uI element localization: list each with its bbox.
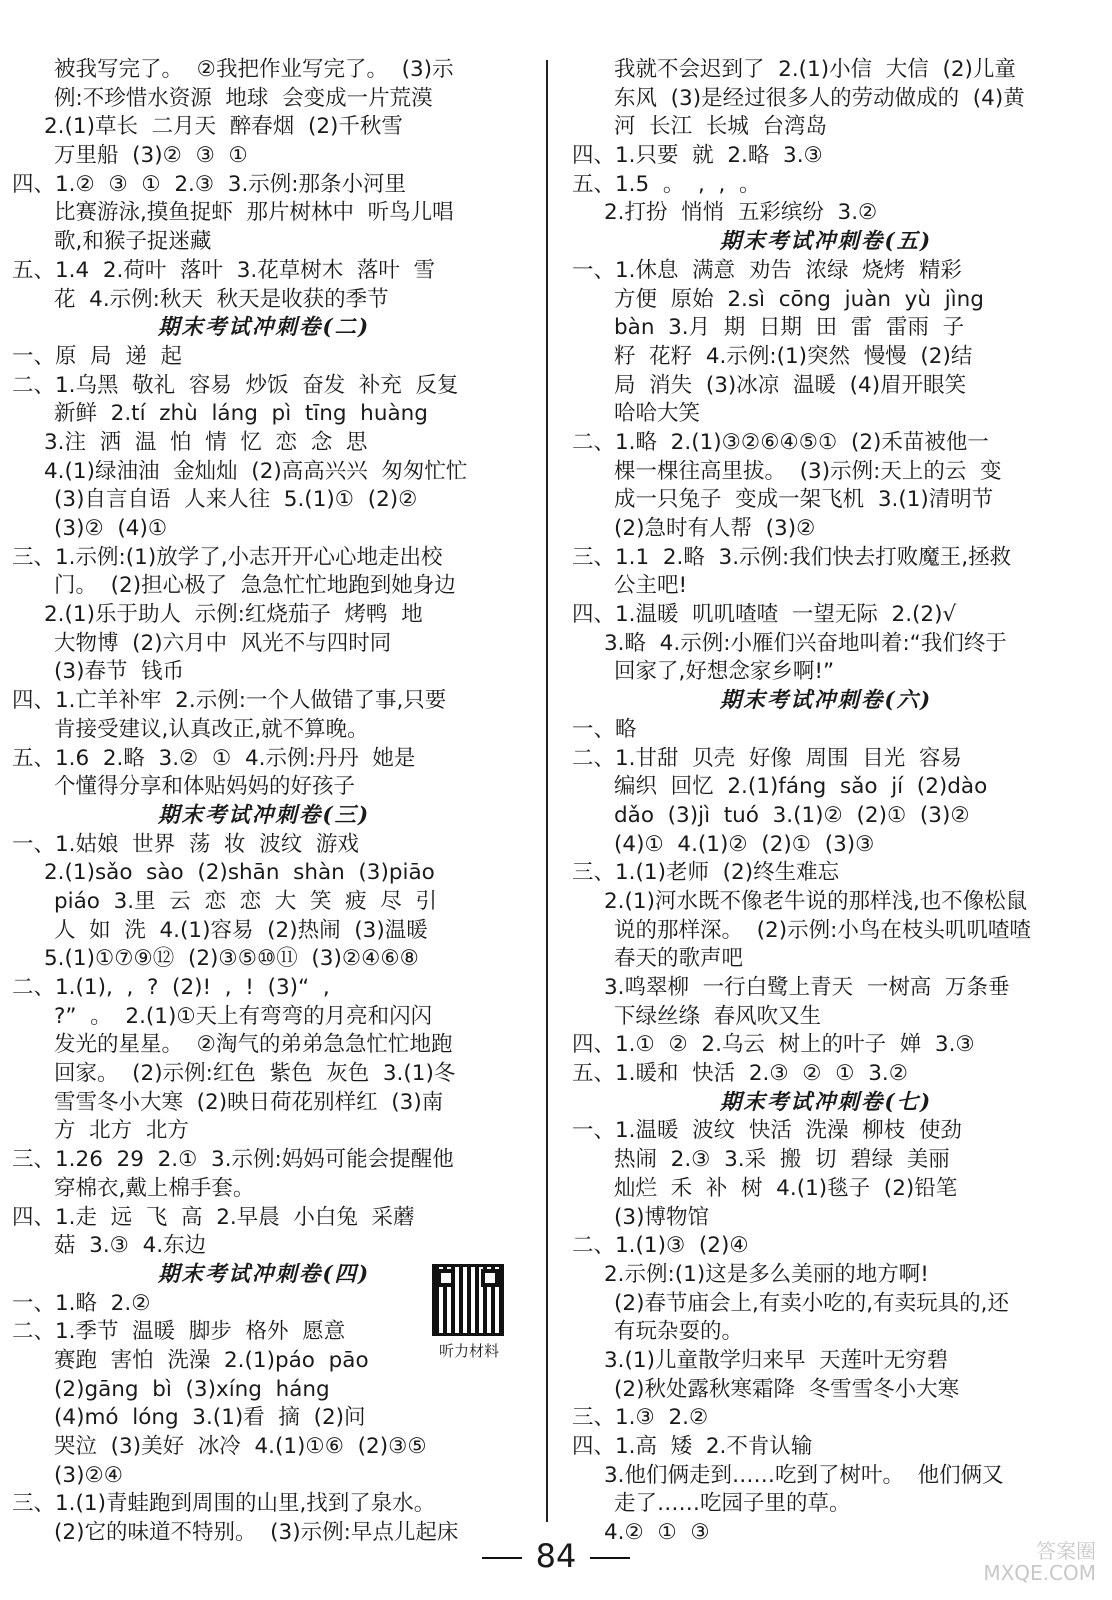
section-title: 期末考试冲刺卷(七) xyxy=(719,1089,933,1115)
answer-line: 5.(1)①⑦⑨⑫ (2)③⑤⑩⑪ (3)②④⑥⑧ xyxy=(44,946,419,972)
answer-line: 一、1.温暖 波纹 快活 洗澡 柳枝 使劲 xyxy=(572,1118,962,1144)
answer-line: 3.略 4.示例:小雁们兴奋地叫着:“我们终于 xyxy=(604,630,1007,656)
answer-line: 例:不珍惜水资源 地球 会变成一片荒漠 xyxy=(54,85,433,111)
answer-line: 四、1.① ② 2.乌云 树上的叶子 婵 3.③ xyxy=(572,1032,975,1058)
answer-line: (3)春节 钱币 xyxy=(54,659,185,685)
answer-line: 四、1.走 远 飞 高 2.早晨 小白兔 采蘑 xyxy=(12,1204,415,1230)
answer-line: 说的那样深。 (2)示例:小鸟在枝头叽叽喳喳 xyxy=(614,917,1031,943)
answer-line: 四、1.只要 就 2.略 3.③ xyxy=(572,143,823,169)
answer-line: (2)它的味道不特别。 (3)示例:早点儿起床 xyxy=(54,1520,459,1546)
answer-line: (3)自言自语 人来人往 5.(1)① (2)② xyxy=(54,487,418,513)
answer-line: (3)② (4)① xyxy=(54,516,168,541)
answer-line: 雪雪冬小大寒 (2)映日荷花别样红 (3)南 xyxy=(54,1089,444,1115)
answer-line: 五、1.5 。 , , 。 xyxy=(572,171,761,197)
answer-line: 走了……吃园子里的草。 xyxy=(614,1491,851,1517)
section-title: 期末考试冲刺卷(三) xyxy=(157,802,371,828)
answer-line: 五、1.6 2.略 3.② ① 4.示例:丹丹 她是 xyxy=(12,745,416,771)
column-divider xyxy=(546,60,548,1522)
answer-line: 大物博 (2)六月中 风光不与四时同 xyxy=(54,630,392,656)
answer-line: 三、1.(1)青蛙跑到周围的山里,找到了泉水。 xyxy=(12,1491,436,1517)
answer-line: (3)博物馆 xyxy=(614,1204,709,1230)
answer-line: 人 如 洗 4.(1)容易 (2)热闹 (3)温暖 xyxy=(54,917,428,943)
answer-line: 三、1.(1)老师 (2)终生难忘 xyxy=(572,860,840,886)
answer-line: 发光的星星。 ②淘气的弟弟急急忙忙地跑 xyxy=(54,1032,453,1058)
answer-line: 4.(1)绿油油 金灿灿 (2)高高兴兴 匆匆忙忙 xyxy=(44,458,468,484)
answer-line: 2.打扮 悄悄 五彩缤纷 3.② xyxy=(604,200,878,226)
answer-line: 河 长江 长城 台湾岛 xyxy=(614,114,828,140)
answer-line: 棵一棵往高里拔。 (3)示例:天上的云 变 xyxy=(614,458,1002,484)
answer-line: 灿烂 禾 补 树 4.(1)毯子 (2)铅笔 xyxy=(614,1175,958,1201)
answer-line: piáo 3.里 云 恋 恋 大 笑 疲 尽 引 xyxy=(54,888,437,914)
answer-line: (4)mó lóng 3.(1)看 摘 (2)问 xyxy=(54,1405,366,1431)
answer-line: 下绿丝绦 春风吹又生 xyxy=(614,1003,822,1029)
answer-line: 春天的歌声吧 xyxy=(614,946,744,972)
answer-line: 一、略 xyxy=(572,716,637,742)
answer-line: 四、1.② ③ ① 2.③ 3.示例:那条小河里 xyxy=(12,171,407,197)
answer-line: 回家。 (2)示例:红色 紫色 灰色 3.(1)冬 xyxy=(54,1061,456,1087)
answer-line: 四、1.高 矮 2.不肯认输 xyxy=(572,1434,813,1459)
footer-dash-left xyxy=(482,1557,522,1559)
qr-code-icon xyxy=(432,1264,504,1336)
answer-line: 二、1.(1)③ (2)④ xyxy=(572,1233,749,1259)
answer-line: 一、1.休息 满意 劝告 浓绿 烧烤 精彩 xyxy=(572,257,962,283)
answer-line: 三、1.示例:(1)放学了,小志开开心心地走出校 xyxy=(12,544,443,570)
answer-line: 五、1.4 2.荷叶 落叶 3.花草树木 落叶 雪 xyxy=(12,257,436,283)
answer-line: 有玩杂耍的。 xyxy=(614,1319,744,1345)
section-title: 期末考试冲刺卷(四) xyxy=(157,1261,371,1287)
answer-line: 东风 (3)是经过很多人的劳动做成的 (4)黄 xyxy=(614,85,1025,111)
qr-label: 听力材料 xyxy=(438,1342,499,1360)
answer-line: 哈哈大笑 xyxy=(614,401,701,427)
answer-line: 3.鸣翠柳 一行白鹭上青天 一树高 万条垂 xyxy=(604,975,1010,1000)
answer-line: 回家了,好想念家乡啊!” xyxy=(614,659,835,685)
answer-line: 二、1.(1), , ? (2)! , ! (3)“ , xyxy=(12,975,330,1000)
answer-line: 三、1.1 2.略 3.示例:我们快去打败魔王,拯救 xyxy=(572,544,1012,570)
answer-line: 编织 回忆 2.(1)fáng sǎo jí (2)dào xyxy=(614,774,988,800)
answer-line: (2)急时有人帮 (3)② xyxy=(614,516,816,541)
answer-line: 万里船 (3)② ③ ① xyxy=(54,143,248,169)
answer-line: (3)②④ xyxy=(54,1462,124,1488)
answer-line: 肯接受建议,认真改正,就不算晚。 xyxy=(54,716,369,742)
answer-line: 赛跑 害怕 洗澡 2.(1)páo pāo xyxy=(54,1347,369,1373)
answer-line: 一、1.略 2.② xyxy=(12,1290,151,1316)
answer-line: (2)秋处露秋寒霜降 冬雪雪冬小大寒 xyxy=(614,1376,960,1402)
answer-line: bàn 3.月 期 日期 田 雷 雷雨 子 xyxy=(614,315,965,341)
answer-line: 三、1.26 29 2.① 3.示例:妈妈可能会提醒他 xyxy=(12,1147,454,1173)
answer-line: 2.示例:(1)这是多么美丽的地方啊! xyxy=(604,1261,929,1287)
answer-line: 四、1.温暖 叽叽喳喳 一望无际 2.(2)√ xyxy=(572,602,957,628)
answer-line: 二、1.乌黑 敬礼 容易 炒饭 奋发 补充 反复 xyxy=(12,372,459,398)
footer-dash-right xyxy=(590,1557,630,1559)
answer-line: 热闹 2.③ 3.采 搬 切 碧绿 美丽 xyxy=(614,1147,950,1173)
answer-line: (2)gāng bì (3)xíng háng xyxy=(54,1376,330,1402)
answer-line: 一、原 局 递 起 xyxy=(12,343,183,369)
answer-line: 三、1.③ 2.② xyxy=(572,1405,709,1431)
section-title: 期末考试冲刺卷(五) xyxy=(719,229,933,255)
answer-line: 个懂得分享和体贴妈妈的好孩子 xyxy=(54,774,356,800)
answer-line: 菇 3.③ 4.东边 xyxy=(54,1233,207,1259)
watermark: 答案圈 MXQE.COM xyxy=(983,1539,1096,1585)
answer-line: 二、1.季节 温暖 脚步 格外 愿意 xyxy=(12,1319,346,1345)
answer-line: 方 北方 北方 xyxy=(54,1118,189,1144)
answer-line: 籽 花籽 4.示例:(1)突然 慢慢 (2)结 xyxy=(614,343,973,369)
answer-line: 被我写完了。 ②我把作业写完了。 (3)示 xyxy=(54,57,454,82)
answer-line: 哭泣 (3)美好 冰冷 4.(1)①⑥ (2)③⑤ xyxy=(54,1434,427,1459)
answer-line: ?” 。 2.(1)①天上有弯弯的月亮和闪闪 xyxy=(54,1003,433,1029)
answer-line: (2)春节庙会上,有卖小吃的,有卖玩具的,还 xyxy=(614,1290,1009,1316)
answer-line: 方便 原始 2.sì cōng juàn yù jìng xyxy=(614,286,984,312)
answer-line: 2.(1)sǎo sào (2)shān shàn (3)piāo xyxy=(44,860,435,886)
answer-line: 我就不会迟到了 2.(1)小信 大信 (2)儿童 xyxy=(614,57,1016,82)
answer-line: 二、1.略 2.(1)③②⑥④⑤① (2)禾苗被他一 xyxy=(572,429,989,455)
answer-line: 一、1.姑娘 世界 荡 妆 波纹 游戏 xyxy=(12,831,359,857)
answer-line: 成一只兔子 变成一架飞机 3.(1)清明节 xyxy=(614,487,994,513)
section-title: 期末考试冲刺卷(二) xyxy=(157,315,371,341)
answer-line: 新鲜 2.tí zhù láng pì tīng huàng xyxy=(54,401,428,427)
answer-line: 3.(1)儿童散学归来早 天莲叶无穷碧 xyxy=(604,1347,949,1373)
answer-line: (4)① 4.(1)② (2)① (3)③ xyxy=(614,831,875,857)
answer-line: 歌,和猴子捉迷藏 xyxy=(54,229,212,255)
answer-line: 花 4.示例:秋天 秋天是收获的季节 xyxy=(54,286,389,312)
answer-line: 2.(1)河水既不像老牛说的那样浅,也不像松鼠 xyxy=(604,888,1028,914)
answer-line: 二、1.甘甜 贝壳 好像 周围 目光 容易 xyxy=(572,745,962,771)
answer-line: 门。 (2)担心极了 急急忙忙地跑到她身边 xyxy=(54,573,456,599)
answer-line: 2.(1)草长 二月天 醉春烟 (2)千秋雪 xyxy=(44,114,403,140)
answer-line: 3.注 洒 温 怕 情 忆 恋 念 思 xyxy=(44,429,368,455)
answer-line: 局 消失 (3)冰凉 温暖 (4)眉开眼笑 xyxy=(614,372,967,398)
answer-line: 五、1.暖和 快活 2.③ ② ① 3.② xyxy=(572,1061,908,1087)
section-title: 期末考试冲刺卷(六) xyxy=(719,688,933,714)
answer-line: 四、1.亡羊补牢 2.示例:一个人做错了事,只要 xyxy=(12,688,447,714)
answer-line: 2.(1)乐于助人 示例:红烧茄子 烤鸭 地 xyxy=(44,602,423,628)
answer-line: dǎo (3)jì tuó 3.(1)② (2)① (3)② xyxy=(614,802,970,828)
answer-line: 比赛游泳,摸鱼捉虾 那片树林中 听鸟儿唱 xyxy=(54,200,454,226)
answer-line: 公主吧! xyxy=(614,573,688,599)
answer-line: 4.② ① ③ xyxy=(604,1520,710,1546)
page-number: 84 xyxy=(535,1537,577,1575)
right-column xyxy=(566,56,1086,1548)
answer-line: 穿棉衣,戴上棉手套。 xyxy=(54,1175,255,1201)
answer-line: 3.他们俩走到……吃到了树叶。 他们俩又 xyxy=(604,1462,1004,1488)
